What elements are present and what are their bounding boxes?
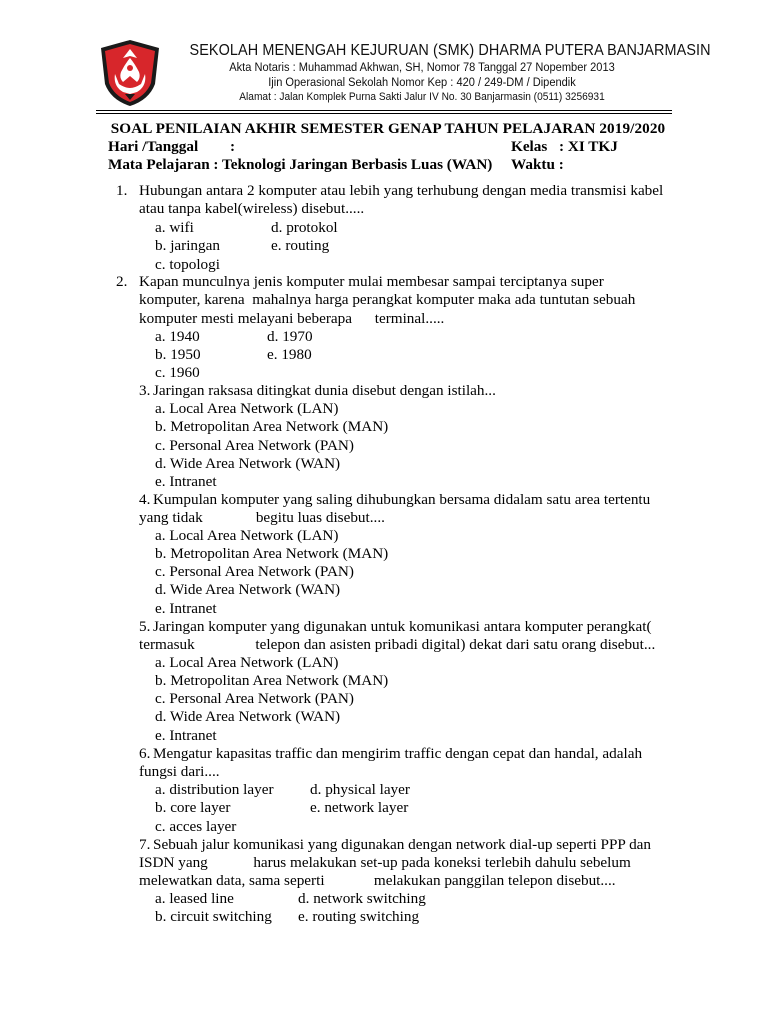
- option-b: b. Metropolitan Area Network (MAN): [155, 545, 389, 562]
- option-d: d. Wide Area Network (WAN): [155, 708, 341, 725]
- letterhead-rule-top: [96, 110, 672, 111]
- question-number: 3.: [139, 382, 151, 399]
- option-a: a. Local Area Network (LAN): [155, 400, 339, 417]
- option-e: e. Intranet: [155, 727, 217, 744]
- question-number: 2.: [116, 273, 128, 290]
- option-c: c. topologi: [155, 256, 220, 273]
- letterhead: [172, 42, 711, 105]
- option-a: a. Local Area Network (LAN): [155, 527, 339, 544]
- question-text-line: yang tidak begitu luas disebut....: [139, 509, 385, 526]
- option-d: d. 1970: [267, 328, 313, 345]
- question-text-line: Sebuah jalur komunikasi yang digunakan dengan network dial-up seperti PPP dan: [153, 836, 651, 853]
- question-number: 1.: [116, 182, 128, 199]
- school-logo: [97, 38, 163, 108]
- exam-title: SOAL PENILAIAN AKHIR SEMESTER GENAP TAHUN PELAJARAN 2019/2020: [110, 120, 666, 137]
- school-name: SEKOLAH MENENGAH KEJURUAN (SMK) DHARMA PUTERA BANJARMASIN: [189, 42, 711, 59]
- time-label: Waktu :: [511, 156, 564, 173]
- option-a: a. 1940: [155, 328, 200, 345]
- option-a: a. Local Area Network (LAN): [155, 654, 339, 671]
- question-text-line: Mengatur kapasitas traffic dan mengirim traffic dengan cepat dan handal, adalah: [153, 745, 643, 762]
- option-b: b. 1950: [155, 346, 201, 363]
- letterhead-rule-bottom: [96, 113, 672, 114]
- option-c: c. Personal Area Network (PAN): [155, 563, 354, 580]
- question-number: 4.: [139, 491, 151, 508]
- day-date-label: Hari /Tanggal: [108, 138, 199, 155]
- option-e: e. Intranet: [155, 600, 217, 617]
- option-b: b. core layer: [155, 799, 231, 816]
- question-text-line: Jaringan raksasa ditingkat dunia disebut dengan istilah...: [153, 382, 496, 399]
- question-text-line: Jaringan komputer yang digunakan untuk komunikasi antara komputer perangkat(: [153, 618, 652, 635]
- option-e: e. Intranet: [155, 473, 217, 490]
- option-c: c. 1960: [155, 364, 200, 381]
- option-d: d. network switching: [298, 890, 426, 907]
- question-text-line: Hubungan antara 2 komputer atau lebih yang terhubung dengan media transmisi kabel: [139, 182, 664, 199]
- notary-line: Akta Notaris : Muhammad Akhwan, SH, Nomor 78 Tanggal 27 Nopember 2013: [229, 60, 615, 74]
- question-number: 6.: [139, 745, 151, 762]
- question-text-line: Kapan munculnya jenis komputer mulai membesar sampai terciptanya super: [139, 273, 604, 290]
- option-c: c. Personal Area Network (PAN): [155, 690, 354, 707]
- option-c: c. acces layer: [155, 818, 237, 835]
- question-text-line: termasuk telepon dan asisten pribadi digital) dekat dari satu orang disebut...: [139, 636, 656, 653]
- option-e: e. routing switching: [298, 908, 420, 925]
- option-e: e. network layer: [310, 799, 409, 816]
- option-e: e. 1980: [267, 346, 312, 363]
- option-d: d. Wide Area Network (WAN): [155, 581, 341, 598]
- question-number: 5.: [139, 618, 151, 635]
- option-c: c. Personal Area Network (PAN): [155, 437, 354, 454]
- class-label: Kelas: [511, 138, 548, 155]
- option-b: b. Metropolitan Area Network (MAN): [155, 672, 389, 689]
- option-b: b. circuit switching: [155, 908, 272, 925]
- class-value: : XI TKJ: [559, 138, 618, 155]
- option-d: d. Wide Area Network (WAN): [155, 455, 341, 472]
- day-date-separator: :: [230, 138, 236, 155]
- option-b: b. jaringan: [155, 237, 220, 254]
- option-d: d. protokol: [271, 219, 338, 236]
- option-d: d. physical layer: [310, 781, 410, 798]
- question-text-line: melewatkan data, sama seperti melakukan panggilan telepon disebut....: [139, 872, 616, 889]
- permit-line: Ijin Operasional Sekolah Nomor Kep : 420 / 249-DM / Dipendik: [268, 75, 576, 89]
- question-text-line: fungsi dari....: [139, 763, 220, 780]
- address-line: Alamat : Jalan Komplek Purna Sakti Jalur IV No. 30 Banjarmasin (0511) 3256931: [239, 91, 605, 103]
- question-text-line: Kumpulan komputer yang saling dihubungkan bersama didalam satu area tertentu: [153, 491, 651, 508]
- option-a: a. wifi: [155, 219, 194, 236]
- option-b: b. Metropolitan Area Network (MAN): [155, 418, 389, 435]
- question-text-line: ISDN yang harus melakukan set-up pada koneksi terlebih dahulu sebelum: [139, 854, 631, 871]
- subject-label: Mata Pelajaran : Teknologi Jaringan Berbasis Luas (WAN): [108, 156, 493, 173]
- option-a: a. leased line: [155, 890, 234, 907]
- question-text-line: komputer, karena mahalnya harga perangkat komputer maka ada tuntutan sebuah: [139, 291, 636, 308]
- option-e: e. routing: [271, 237, 330, 254]
- question-text-line: komputer mesti melayani beberapa terminal.....: [139, 310, 445, 327]
- question-number: 7.: [139, 836, 151, 853]
- question-text-line: atau tanpa kabel(wireless) disebut.....: [139, 200, 365, 217]
- option-a: a. distribution layer: [155, 781, 274, 798]
